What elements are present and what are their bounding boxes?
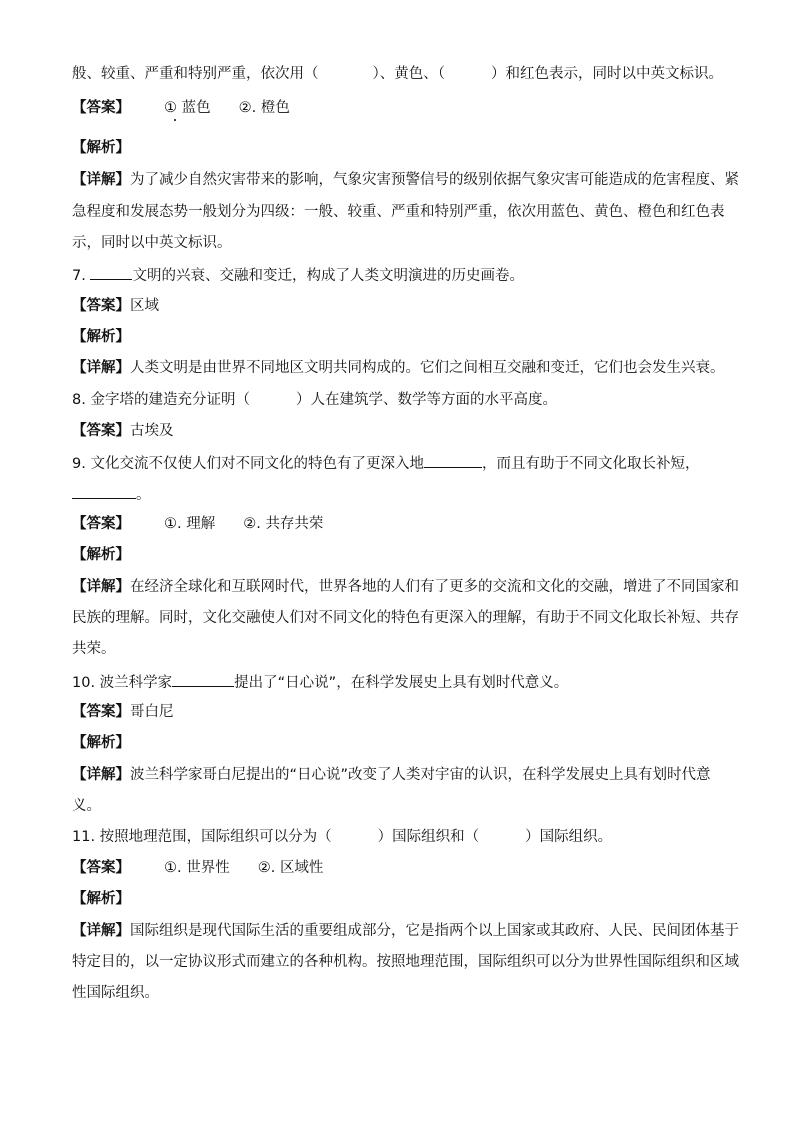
answer-marker: ②. (238, 100, 257, 116)
answer-text: 世界性 (186, 860, 230, 876)
explanation-6-line-2 (72, 202, 725, 222)
explanation-text: 示，同时以中英文标识。 (72, 235, 232, 251)
question-text: 11. 按照地理范围，国际组织可以分为（ (72, 829, 332, 845)
question-6-continued (72, 64, 722, 84)
explanation-text: 急程度和发展态势一般划分为四级：一般、较重、严重和特别严重，依次用蓝色、黄色、橙色和红色表 (72, 204, 725, 220)
answer-marker: ①. (164, 860, 182, 876)
explanation-11-line-3 (72, 983, 722, 1003)
explanation-text: 义。 (72, 798, 101, 814)
explanation-text: 共荣。 (72, 641, 116, 657)
stray-dot (174, 119, 176, 121)
question-text: 8. 金字塔的建造充分证明（ (72, 392, 250, 408)
question-9-line-2 (72, 483, 722, 505)
explanation-label: 【详解】 (72, 172, 130, 188)
explanation-9-line-3 (72, 639, 722, 659)
explanation-label: 【详解】 (72, 767, 130, 783)
question-text: ，而且有助于不同文化取长补短， (481, 456, 700, 472)
explanation-7 (72, 358, 725, 378)
answer-label: 【答案】 (72, 516, 130, 532)
analysis-label: 【解析】 (72, 891, 130, 907)
answer-label: 【答案】 (72, 860, 130, 876)
question-10 (72, 671, 722, 693)
explanation-label: 【详解】 (72, 923, 130, 939)
answer-marker: ①. (164, 516, 182, 532)
question-9-line-1 (72, 452, 722, 474)
explanation-label: 【详解】 (72, 579, 130, 595)
question-8 (72, 390, 722, 410)
analysis-9-heading (72, 545, 722, 565)
question-text: 提出了“日心说”，在科学发展史上具有划时代意义。 (234, 675, 569, 691)
answer-9 (72, 514, 722, 534)
fill-blank (72, 483, 136, 499)
answer-text: 橙色 (260, 100, 290, 116)
explanation-6-line-1 (72, 170, 739, 190)
answer-8 (72, 421, 722, 441)
question-number: 7. (72, 268, 86, 284)
question-text: 9. 文化交流不仅使人们对不同文化的特色有了更深入地 (72, 456, 424, 472)
answer-10 (72, 702, 722, 722)
analysis-10-heading (72, 733, 722, 753)
analysis-7-heading (72, 327, 722, 347)
fill-blank (90, 264, 132, 280)
answer-text: 古埃及 (130, 423, 174, 439)
explanation-9-line-1 (72, 577, 739, 597)
analysis-6-heading (72, 138, 722, 158)
fill-blank (424, 452, 482, 468)
explanation-11-line-1 (72, 921, 739, 941)
explanation-10-line-1 (72, 765, 722, 785)
answer-text: 区域性 (279, 860, 324, 876)
analysis-label: 【解析】 (72, 547, 130, 563)
explanation-10-line-2 (72, 796, 722, 816)
explanation-9-line-2 (72, 608, 739, 628)
answer-11 (72, 858, 722, 878)
question-text: 10. 波兰科学家 (72, 675, 173, 691)
question-text: 。 (136, 487, 151, 503)
fill-blank (172, 671, 234, 687)
question-text: ）国际组织和（ (377, 829, 480, 845)
question-text: ）人在建筑学、数学等方面的水平高度。 (295, 392, 557, 408)
answer-text: 共存共荣 (265, 516, 324, 532)
analysis-label: 【解析】 (72, 735, 130, 751)
analysis-label: 【解析】 (72, 140, 130, 156)
answer-label: 【答案】 (72, 298, 130, 314)
answer-7 (72, 296, 722, 316)
explanation-text: 国际组织是现代国际生活的重要组成部分，它是指两个以上国家或其政府、人民、民间团体基于 (130, 923, 739, 939)
answer-label: 【答案】 (72, 704, 130, 720)
explanation-text: 性国际组织。 (72, 985, 159, 1001)
explanation-text: 民族的理解。同时，文化交融使人们对不同文化的特色有更深入的理解，有助于不同文化取长补短、共存 (72, 610, 739, 626)
explanation-11-line-2 (72, 952, 739, 972)
question-11 (72, 827, 722, 847)
answer-marker: ① (164, 100, 177, 116)
analysis-label: 【解析】 (72, 329, 130, 345)
explanation-6-line-3 (72, 233, 722, 253)
explanation-text: 波兰科学家哥白尼提出的“日心说”改变了人类对宇宙的认识，在科学发展史上具有划时代意 (130, 767, 711, 783)
answer-label: 【答案】 (72, 423, 130, 439)
explanation-text: 人类文明是由世界不同地区文明共同构成的。它们之间相互交融和变迁，它们也会发生兴衰。 (130, 360, 725, 376)
question-7 (72, 264, 722, 286)
answer-text: 哥白尼 (130, 704, 174, 720)
answer-label: 【答案】 (72, 100, 130, 116)
explanation-text: 特定目的，以一定协议形式而建立的各种机构。按照地理范围，国际组织可以分为世界性国际组织和区域 (72, 954, 739, 970)
explanation-text: 为了减少自然灾害带来的影响，气象灾害预警信号的级别依据气象灾害可能造成的危害程度、紧 (130, 172, 739, 188)
question-text: ）、黄色、（ (372, 66, 445, 82)
answer-text: 蓝色 (181, 100, 211, 116)
question-text: ）和红色表示，同时以中英文标识。 (491, 66, 723, 82)
answer-text: 区域 (130, 298, 159, 314)
analysis-11-heading (72, 889, 722, 909)
answer-6 (72, 98, 722, 118)
explanation-label: 【详解】 (72, 360, 130, 376)
answer-marker: ②. (243, 516, 261, 532)
question-text: 文明的兴衰、交融和变迁，构成了人类文明演进的历史画卷。 (132, 268, 524, 284)
answer-text: 理解 (186, 516, 216, 532)
answer-marker: ②. (257, 860, 276, 876)
question-text: ）国际组织。 (525, 829, 613, 845)
question-text: 般、较重、严重和特别严重，依次用（ (72, 66, 319, 82)
explanation-text: 在经济全球化和互联网时代，世界各地的人们有了更多的交流和文化的交融，增进了不同国家和 (130, 579, 739, 595)
